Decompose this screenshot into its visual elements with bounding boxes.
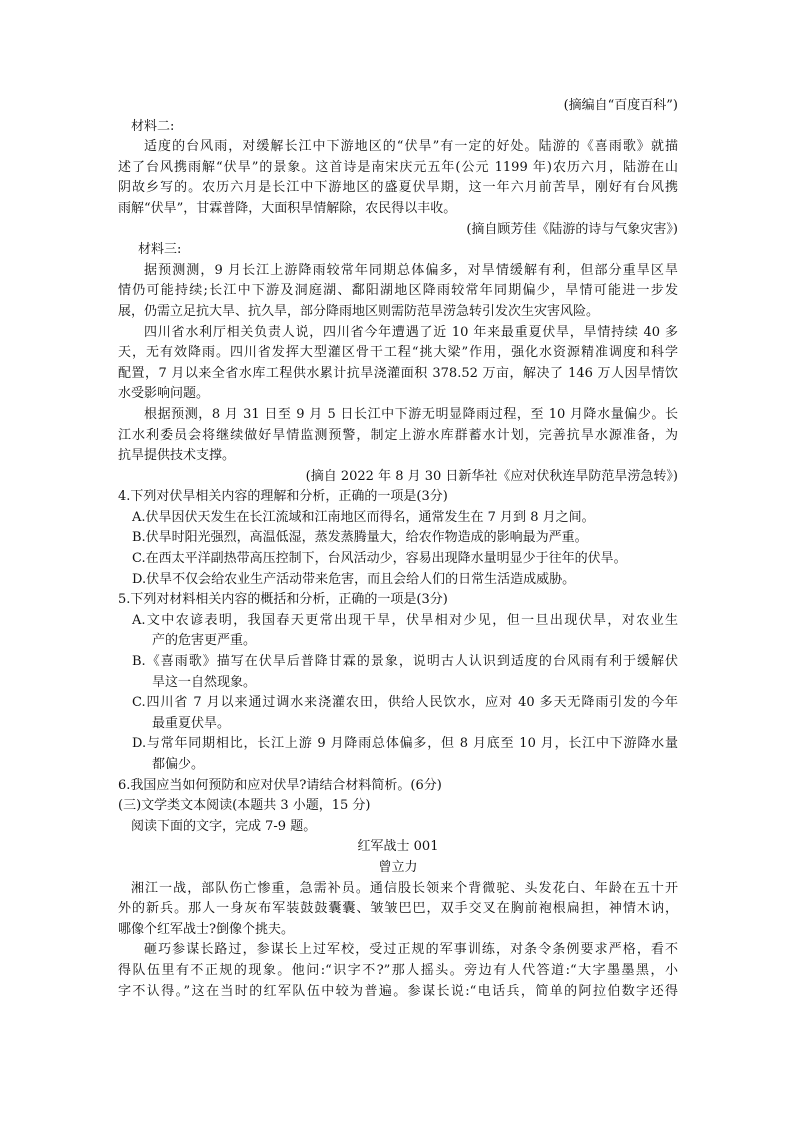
material3-line: 展，仍需立足抗大旱、抗久旱，部分降雨地区则需防范旱涝急转引发次生灾害风险。 bbox=[118, 303, 600, 319]
material2-line: 阴故乡写的。农历六月是长江中下游地区的盛夏伏旱期，这一年六月前苦旱，刚好有台风携 bbox=[118, 180, 678, 196]
material2-line: 雨解“伏旱”，甘霖普降，大面积旱情解除，农民得以丰收。 bbox=[118, 200, 457, 216]
story-author: 曾立力 bbox=[378, 859, 418, 875]
question-5-option-d: D.与常年同期相比，长江上游 9 月降雨总体偏多，但 8 月底至 10 月，长江中下游降水量 bbox=[132, 736, 678, 752]
question-4-stem: 4.下列对伏旱相关内容的理解和分析，正确的一项是(3分) bbox=[118, 489, 448, 505]
material2-heading: 材料二: bbox=[131, 118, 175, 134]
story-line: 字不认得。”这在当时的红军队伍中较为普遍。参谋长说:“电话兵，简单的阿拉伯数字还得 bbox=[118, 983, 678, 999]
question-6: 6.我国应当如何预防和应对伏旱?请结合材料简析。(6分) bbox=[118, 777, 442, 793]
material3-line: 配置，7 月以来全省水库工程供水累计抗旱浇灌面积 378.52 万亩，解决了 146 万人因旱情饮 bbox=[118, 365, 678, 381]
question-5-option-c: C.四川省 7 月以来通过调水来浇灌农田，供给人民饮水，应对 40 多天无降雨引发的今年 bbox=[132, 695, 678, 711]
question-5-option-d-cont: 都偏少。 bbox=[152, 757, 205, 772]
material2-source: (摘自顾芳佳《陆游的诗与气象灾害》) bbox=[466, 221, 678, 237]
story-line: 得队伍里有不正规的现象。他问:“识字不?”那人摇头。旁边有人代答道:“大字墨墨黑，小 bbox=[118, 962, 678, 978]
question-4-option-b: B.伏旱时阳光强烈，高温低湿，蒸发蒸腾量大，给农作物造成的影响最为严重。 bbox=[132, 530, 588, 546]
material2-line: 适度的台风雨，对缓解长江中下游地区的“伏旱”有一定的好处。陆游的《喜雨歌》就描 bbox=[144, 139, 678, 155]
material3-line: 四川省水利厅相关负责人说，四川省今年遭遇了近 10 年来最重夏伏旱，旱情持续 40 多 bbox=[144, 324, 678, 340]
story-line: 砸巧参谋长路过，参谋长上过军校，受过正规的军事训练，对条令条例要求严格，看不 bbox=[144, 942, 678, 958]
section-3-heading: (三)文学类文本阅读(本题共 3 小题，15 分) bbox=[118, 798, 371, 814]
story-title: 红军战士 001 bbox=[357, 839, 439, 855]
material3-line: 根据预测，8 月 31 日至 9 月 5 日长江中下游无明显降雨过程，至 10 月降水量偏少。长 bbox=[144, 406, 678, 422]
section-3-instruction: 阅读下面的文字，完成 7-9 题。 bbox=[131, 818, 317, 834]
question-4-option-d: D.伏旱不仅会给农业生产活动带来危害，而且会给人们的日常生活造成威胁。 bbox=[132, 571, 576, 587]
story-line: 湘江一战，部队伤亡惨重，急需补员。通信股长领来个背微驼、头发花白、年龄在五十开 bbox=[131, 880, 678, 896]
question-4-option-a: A.伏旱因伏天发生在长江流域和江南地区而得名，通常发生在 7 月到 8 月之间。 bbox=[132, 509, 595, 525]
material3-source: (摘自 2022 年 8 月 30 日新华社《应对伏秋连旱防范旱涝急转》) bbox=[305, 468, 678, 484]
source-baidu: (摘编自“百度百科”) bbox=[563, 98, 678, 113]
question-5-option-a-cont: 产的危害更严重。 bbox=[152, 633, 257, 649]
question-5-option-c-cont: 最重夏伏旱。 bbox=[152, 715, 231, 731]
story-line: 外的新兵。那人一身灰布军装鼓鼓囊囊、皱皱巴巴，双手交叉在胸前袍根扁担，神情木讷， bbox=[118, 901, 678, 917]
material3-line: 情仍可能持续;长江中下游及洞庭湖、鄱阳湖地区降雨较常年同期偏少，旱情可能进一步发 bbox=[118, 283, 678, 299]
question-5-stem: 5.下列对材料相关内容的概括和分析，正确的一项是(3分) bbox=[118, 592, 448, 608]
question-5-option-b-cont: 旱这一自然现象。 bbox=[152, 674, 257, 690]
question-4-option-c: C.在西太平洋副热带高压控制下，台风活动少，容易出现降水量明显少于往年的伏旱。 bbox=[132, 551, 627, 567]
question-5-option-a: A.文中农谚表明，我国春天更常出现干旱，伏旱相对少见，但一旦出现伏旱，对农业生 bbox=[132, 612, 678, 628]
material3-heading: 材料三: bbox=[138, 242, 182, 258]
material2-line: 述了台风携雨解“伏旱”的景象。这首诗是南宋庆元五年(公元 1199 年)农历六月，陆游在山 bbox=[118, 159, 678, 175]
material3-line: 江水利委员会将继续做好旱情监测预警，制定上游水库群蓄水计划，完善抗旱水源准备，为 bbox=[118, 427, 678, 443]
story-line: 哪像个红军战士?倒像个挑夫。 bbox=[118, 921, 294, 937]
material3-line: 水受影响问题。 bbox=[118, 386, 210, 402]
material3-line: 天，无有效降雨。四川省发挥大型灌区骨干工程“挑大梁”作用，强化水资源精准调度和科学 bbox=[118, 345, 678, 361]
material3-line: 抗旱提供技术支撑。 bbox=[118, 448, 236, 464]
document-page bbox=[118, 96, 678, 1002]
question-5-option-b: B.《喜雨歌》描写在伏旱后普降甘霖的景象，说明古人认识到适度的台风雨有利于缓解伏 bbox=[132, 654, 678, 670]
material3-line: 据预测测，9 月长江上游降雨较常年同期总体偏多，对旱情缓解有利，但部分重旱区旱 bbox=[144, 262, 678, 278]
